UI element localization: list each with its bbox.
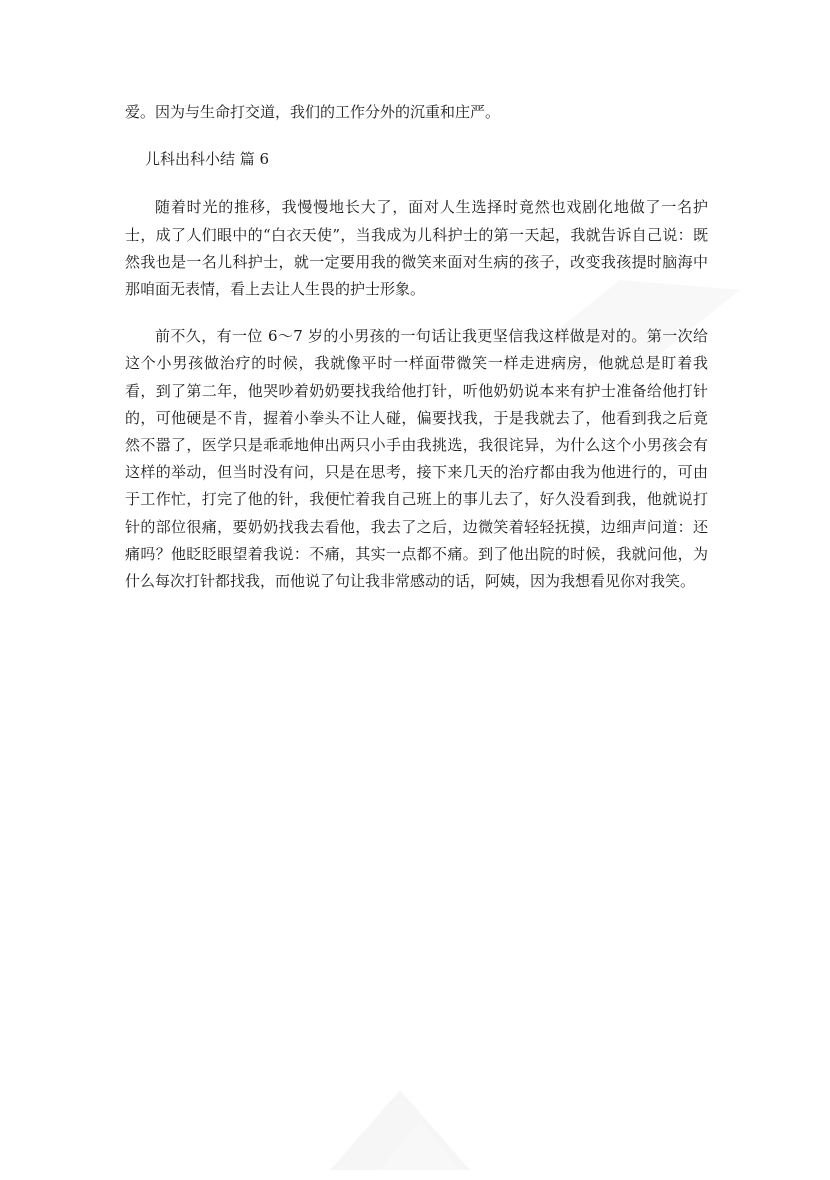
paragraph-body: 随着时光的推移，我慢慢地长大了，面对人生选择时竟然也戏剧化地做了一名护士，成了人们眼中的“白衣天使”，当我成为儿科护士的第一天起，我就告诉自己说：既然我也是一名儿科护士，就一定要用我的微笑来面对生病的孩子，改变我孩提时脑海中那咱面无表情，看上去让人生畏的护士形象。 — [125, 198, 708, 299]
paragraph-continuation: 爱。因为与生命打交道，我们的工作分外的沉重和庄严。 — [125, 103, 501, 121]
document-body — [125, 99, 708, 615]
section-heading: 儿科出科小结 篇 6 — [145, 150, 270, 169]
watermark-shape — [320, 1060, 480, 1180]
paragraph-body: 前不久，有一位 6～7 岁的小男孩的一句话让我更坚信我这样做是对的。第一次给这个小男孩做治疗的时候，我就像平时一样面带微笑一样走进病房，他就总是盯着我看，到了第二年，他哭吵着奶奶要找我给他打针，听他奶奶说本来有护士准备给他打针的，可他硬是不肯，握着小拳头不让人碰，偏要找我，于是我就去了，他看到我之后竟然不嚣了，医学只是乖乖地伸出两只小手由我挑选，我很诧异，为什么这个小男孩会有这样的举动，但当时没有问，只是在思考，接下来几天的治疗都由我为他进行的，可由于工作忙，打完了他的针，我便忙着我自己班上的事儿去了，好久没看到我，他就说打针的部位很痛，要奶奶找我去看他，我去了之后，边微笑着轻轻抚摸，边细声问道：还痛吗？他眨眨眼望着我说：不痛，其实一点都不痛。到了他出院的时候，我就问他，为什么每次打针都找我，而他说了句让我非常感动的话，阿姨，因为我想看见你对我笑。 — [125, 327, 708, 591]
